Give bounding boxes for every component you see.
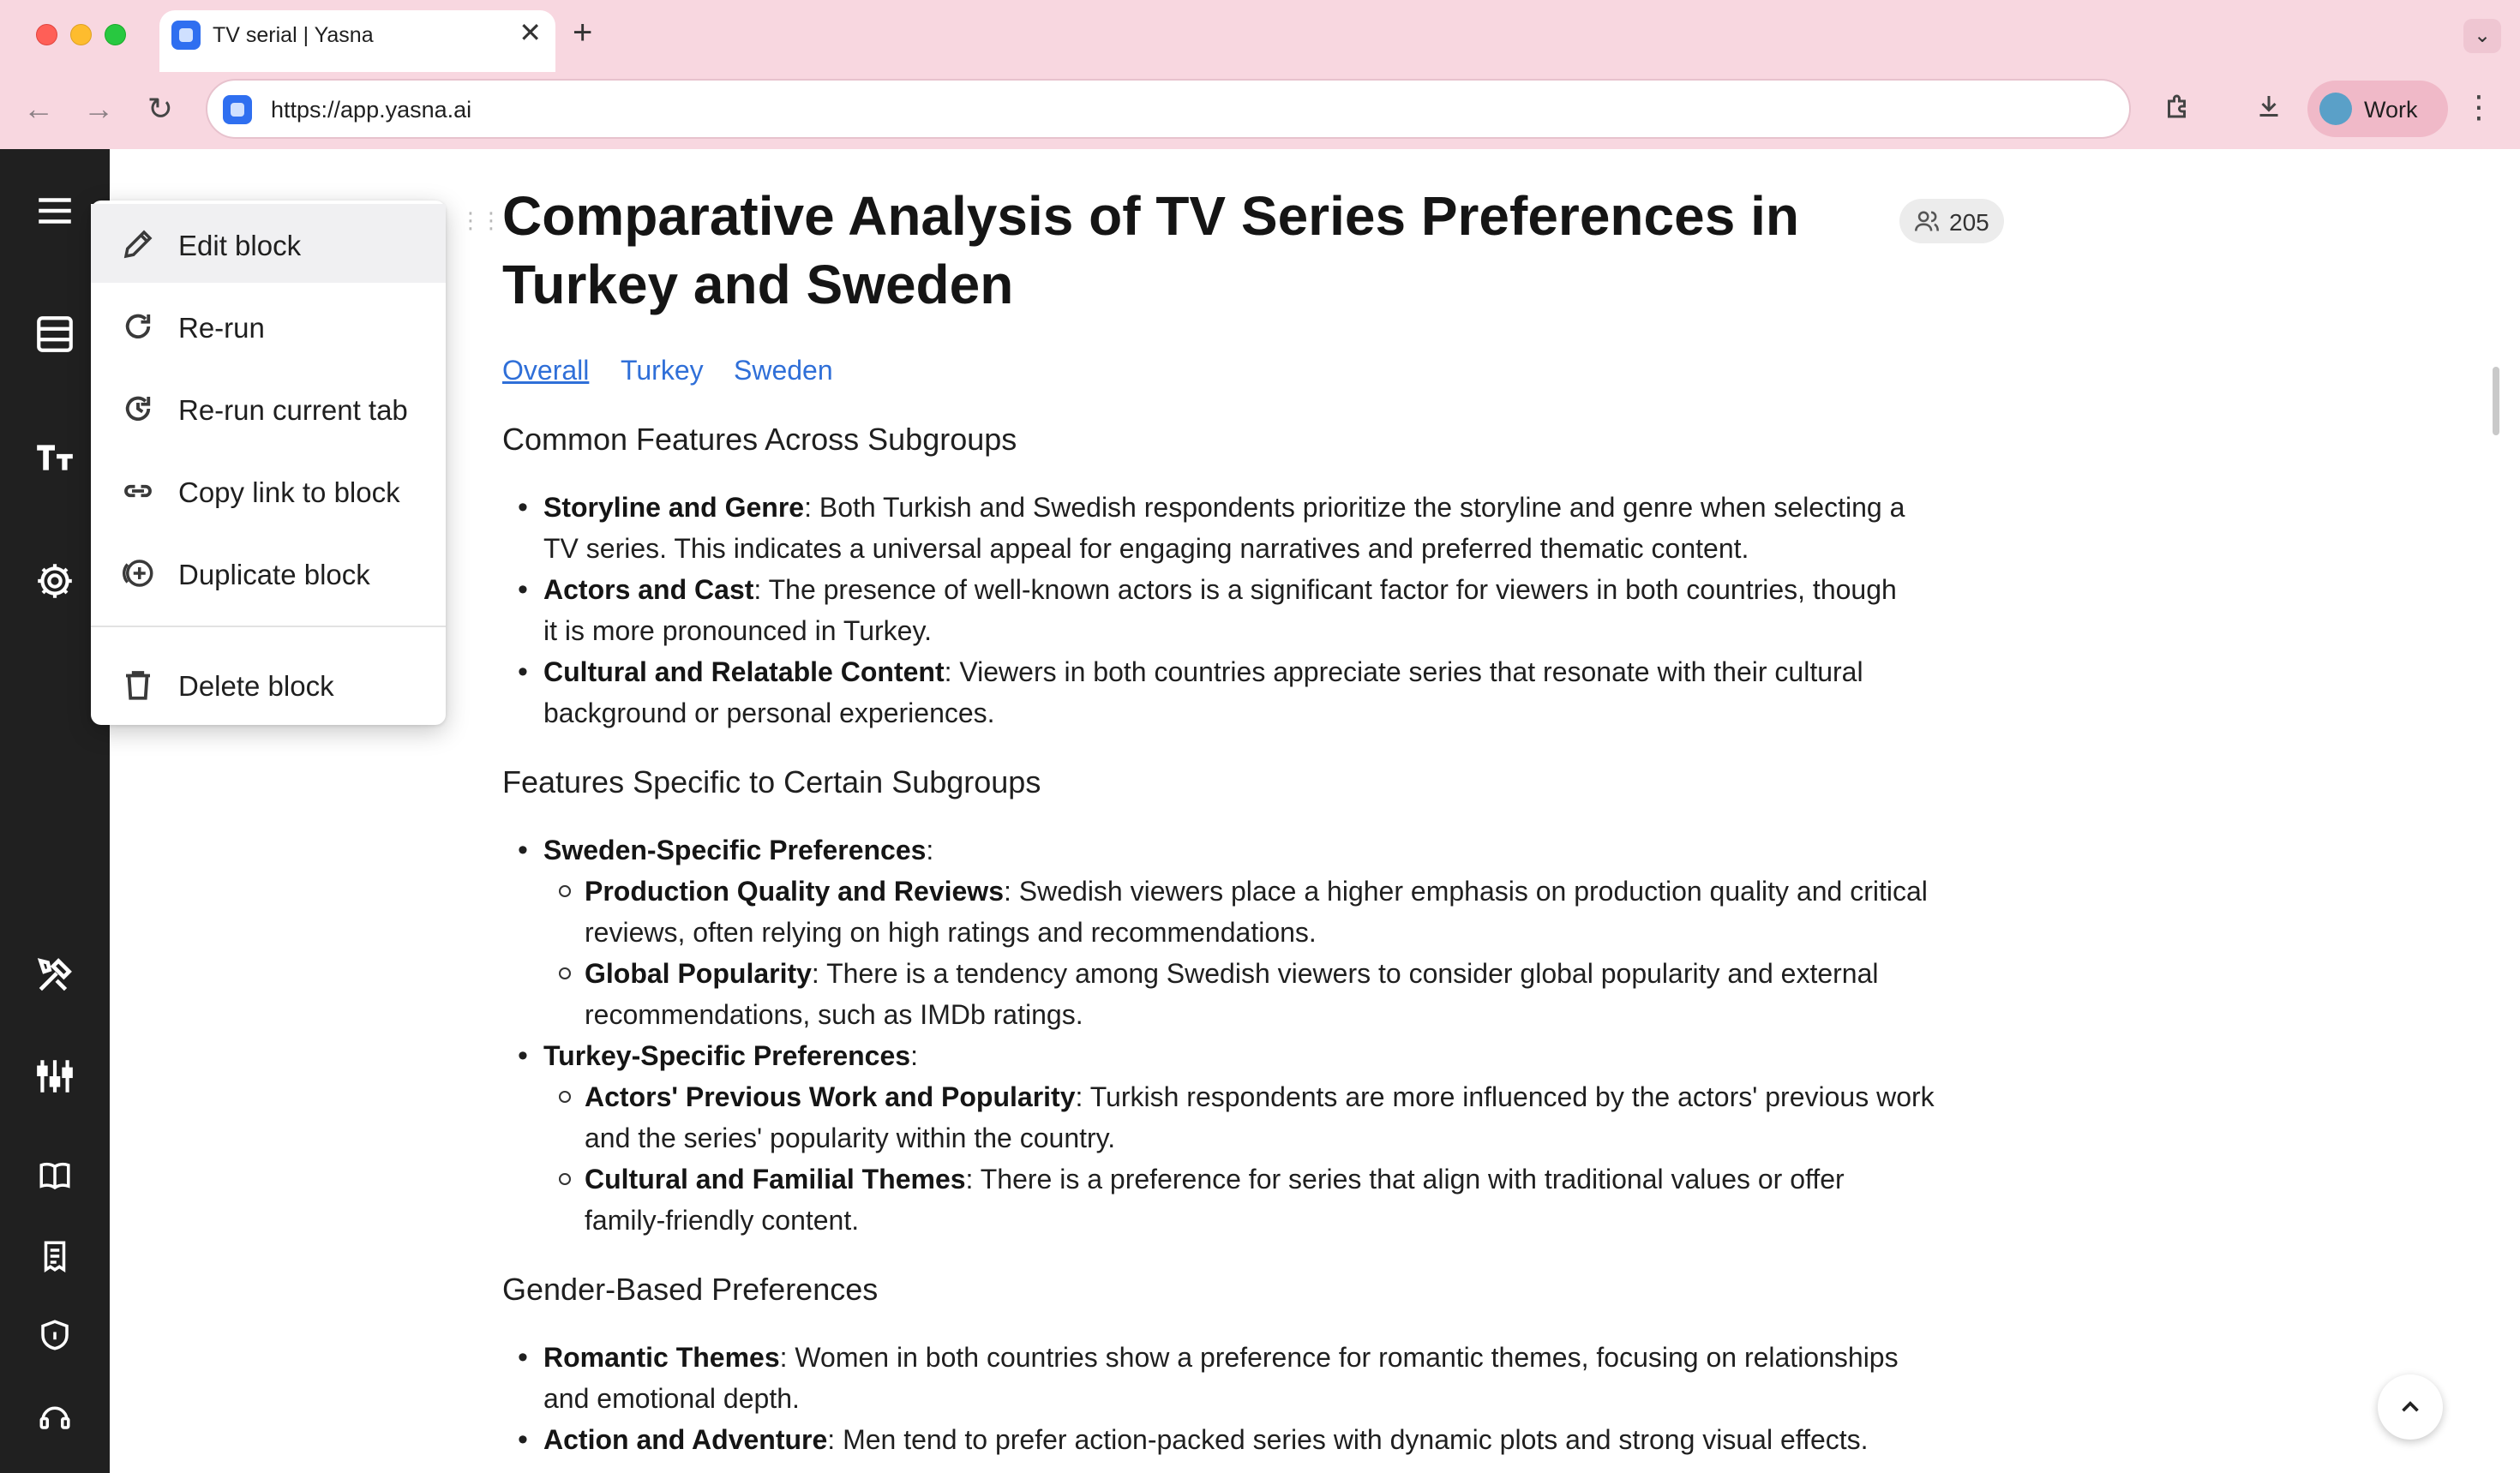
sliders-icon[interactable]: [26, 1047, 84, 1105]
gear-icon[interactable]: [26, 552, 84, 610]
sub-list-item: [585, 953, 2025, 1035]
table-icon[interactable]: [26, 305, 84, 363]
maximize-window-button[interactable]: [105, 24, 126, 45]
bullet-dot: •: [518, 1423, 528, 1456]
duplicate-icon: [120, 555, 156, 591]
receipt-icon[interactable]: [26, 1227, 84, 1285]
menu-item-label: Edit block: [178, 230, 302, 261]
bullet-dot: •: [518, 1341, 528, 1374]
close-window-button[interactable]: [36, 24, 57, 45]
bullet-dot: •: [518, 656, 528, 688]
list-item-title: Production Quality and Reviews: [585, 876, 1004, 907]
chevron-up-icon: [2396, 1392, 2425, 1422]
tab-sweden[interactable]: Sweden: [734, 355, 833, 386]
menu-item-re-run-current-tab[interactable]: [91, 368, 446, 447]
list-item-title: Cultural and Familial Themes: [585, 1164, 966, 1195]
list-item-text: : There is a preference for series that align with traditional values or offer: [965, 1164, 1845, 1195]
tab-overall[interactable]: Overall: [502, 355, 590, 386]
tab-search-chevron-icon[interactable]: ⌄: [2463, 19, 2501, 53]
list-item-text: : Both Turkish and Swedish respondents prioritize the storyline and genre when selecting a: [804, 492, 1905, 523]
sub-bullet-circle: [559, 1091, 571, 1103]
list-item: [543, 569, 2018, 651]
link-icon: [120, 473, 156, 509]
browser-toolbar: [0, 72, 2520, 149]
participants-count: 205: [1949, 209, 1989, 236]
menu-item-copy-link[interactable]: [91, 451, 446, 530]
menu-divider: [91, 626, 446, 627]
avatar: [2319, 93, 2352, 125]
hamburger-menu-icon[interactable]: [26, 182, 84, 240]
list-item-title: Actors and Cast: [543, 574, 754, 605]
sub-bullet-circle: [559, 885, 571, 897]
list-item-title: Global Popularity: [585, 958, 812, 989]
refresh-clock-icon: [120, 391, 156, 427]
bullet-dot: •: [518, 573, 528, 606]
drag-handle-icon[interactable]: ⋮⋮: [459, 207, 501, 233]
bullet-dot: •: [518, 834, 528, 866]
list-item-text: it is more pronounced in Turkey.: [543, 615, 932, 646]
list-item-text: : Men tend to prefer action-packed series with dynamic plots and strong visual effects.: [827, 1424, 1869, 1455]
list-item-text: and the series' popularity within the country.: [585, 1123, 1116, 1153]
menu-item-label: Delete block: [178, 670, 334, 702]
download-icon[interactable]: [2249, 91, 2289, 130]
list-item-title: Turkey-Specific Preferences: [543, 1040, 911, 1071]
menu-item-duplicate-block[interactable]: [91, 533, 446, 612]
list-item-text: family-friendly content.: [585, 1205, 860, 1236]
trash-icon: [120, 667, 156, 703]
list-item: [543, 487, 2018, 569]
list-item: [543, 1337, 2018, 1419]
forward-arrow-icon[interactable]: →: [83, 91, 114, 126]
list-item: [543, 651, 2018, 734]
menu-item-label: Re-run: [178, 312, 265, 344]
people-icon: [1913, 209, 1941, 233]
sub-list-item: [585, 871, 2025, 953]
site-favicon-icon: [223, 95, 252, 124]
page-title: Comparative Analysis of TV Series Preferences in Turkey and Sweden: [502, 185, 1799, 315]
list-item: [543, 829, 2018, 871]
extensions-puzzle-icon[interactable]: [2158, 91, 2198, 130]
menu-item-edit-block[interactable]: [91, 204, 446, 283]
browser-titlebar: [0, 0, 2520, 72]
address-bar[interactable]: [206, 79, 2131, 139]
list-item-text: and emotional depth.: [543, 1383, 800, 1414]
menu-item-label: Duplicate block: [178, 559, 370, 590]
refresh-icon: [120, 308, 156, 344]
menu-item-label: Re-run current tab: [178, 394, 408, 426]
section-heading: Common Features Across Subgroups: [502, 422, 1017, 457]
scroll-to-top-button[interactable]: [2378, 1374, 2443, 1440]
document-header: [502, 182, 2011, 319]
support-icon[interactable]: [26, 1386, 84, 1445]
list-item-text: : Turkish respondents are more influenced by the actors' previous work: [1075, 1081, 1935, 1112]
list-item-text: : Swedish viewers place a higher emphasis on production quality and critical: [1003, 876, 1928, 907]
bullet-dot: •: [518, 1039, 528, 1072]
browser-tab[interactable]: [159, 10, 555, 72]
list-item-text: :: [926, 835, 934, 865]
back-arrow-icon[interactable]: ←: [23, 91, 54, 126]
menu-item-re-run[interactable]: [91, 286, 446, 365]
list-item: [543, 1035, 2018, 1076]
list-item-text: : There is a tendency among Swedish viewers to consider global popularity and external: [811, 958, 1879, 989]
list-item-text: reviews, often relying on high ratings and recommendations.: [585, 917, 1317, 948]
menu-item-label: Copy link to block: [178, 476, 400, 508]
profile-label: Work: [2364, 97, 2418, 123]
list-item-title: Storyline and Genre: [543, 492, 805, 523]
list-item-title: Action and Adventure: [543, 1424, 828, 1455]
shield-icon[interactable]: [26, 1306, 84, 1364]
sub-list-item: [585, 1076, 2025, 1159]
list-item-title: Sweden-Specific Preferences: [543, 835, 927, 865]
minimize-window-button[interactable]: [70, 24, 92, 45]
pencil-icon: [120, 226, 156, 262]
text-format-icon[interactable]: [26, 428, 84, 487]
menu-item-delete-block[interactable]: [91, 644, 446, 723]
participants-badge[interactable]: [1899, 199, 2004, 243]
section-heading: Features Specific to Certain Subgroups: [502, 764, 1041, 799]
address-url[interactable]: https://app.yasna.ai: [271, 97, 472, 123]
book-icon[interactable]: [26, 1147, 84, 1205]
list-item-text: TV series. This indicates a universal appeal for engaging narratives and preferred thematic content.: [543, 533, 1749, 564]
list-item-title: Romantic Themes: [543, 1342, 780, 1373]
tab-close-icon[interactable]: ✕: [519, 17, 542, 48]
list-item-title: Cultural and Relatable Content: [543, 656, 945, 687]
scrollbar-thumb[interactable]: [2493, 367, 2499, 435]
sub-bullet-circle: [559, 1173, 571, 1185]
tools-icon[interactable]: [26, 946, 84, 1004]
list-item-text: : Women in both countries show a preference for romantic themes, focusing on relationships: [779, 1342, 1899, 1373]
bullet-dot: •: [518, 491, 528, 524]
tab-turkey[interactable]: Turkey: [621, 355, 704, 386]
browser-menu-icon[interactable]: ⋮: [2463, 89, 2494, 124]
list-item-text: : The presence of well-known actors is a significant factor for viewers in both countries, though: [753, 574, 1897, 605]
list-item: [543, 1419, 2018, 1460]
list-item-text: recommendations, such as IMDb ratings.: [585, 999, 1083, 1030]
list-item-text: background or personal experiences.: [543, 698, 995, 728]
profile-button[interactable]: [2307, 81, 2448, 137]
yasna-favicon-icon: [171, 21, 201, 50]
tab-title: TV serial | Yasna: [213, 23, 374, 47]
list-item-title: Actors' Previous Work and Popularity: [585, 1081, 1076, 1112]
reload-icon[interactable]: ↻: [147, 91, 174, 126]
block-context-menu: [91, 201, 446, 725]
new-tab-button[interactable]: +: [573, 14, 593, 51]
sub-list-item: [585, 1159, 2025, 1241]
section-heading: Gender-Based Preferences: [502, 1272, 879, 1307]
list-item-text: : Viewers in both countries appreciate series that resonate with their cultural: [944, 656, 1863, 687]
sub-bullet-circle: [559, 967, 571, 979]
list-item-text: :: [910, 1040, 918, 1071]
